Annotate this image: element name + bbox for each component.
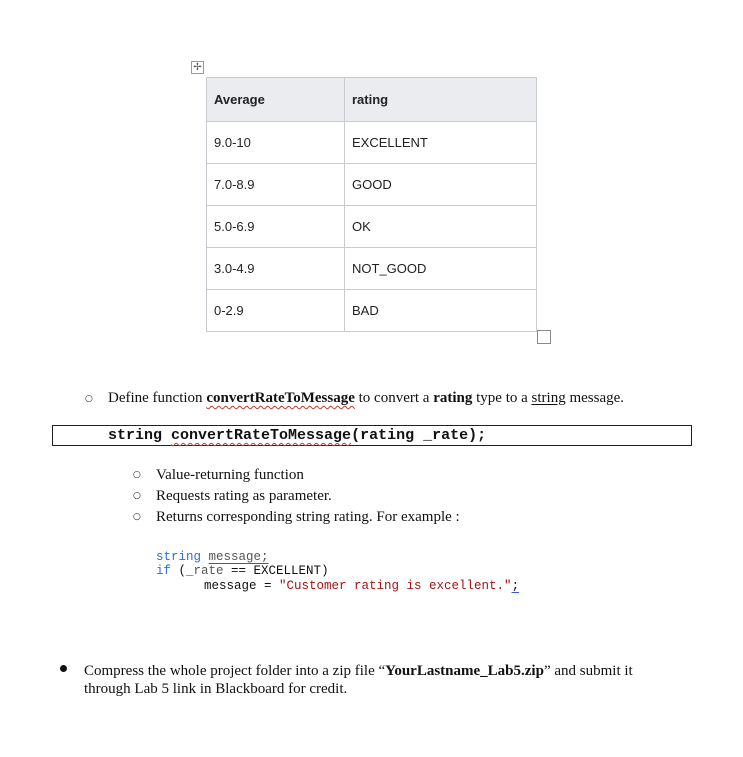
- final-prefix: Compress the whole project folder into a zip file “: [84, 663, 386, 679]
- bullet-dot-icon: [60, 665, 67, 672]
- table-cell-average: 3.0-4.9: [207, 248, 345, 290]
- define-underlined-word: string: [531, 390, 566, 406]
- table-row: [207, 248, 537, 290]
- signature-params: (rating _rate);: [351, 427, 487, 444]
- table-move-handle-icon[interactable]: ✢: [191, 61, 204, 74]
- code-keyword: if: [156, 564, 172, 578]
- define-function-line: [108, 390, 624, 407]
- code-open: (: [171, 564, 187, 578]
- signature-type: string: [108, 427, 163, 444]
- table-row: [207, 122, 537, 164]
- sub-item: Requests rating as parameter.: [156, 488, 332, 504]
- hollow-bullet-icon: ○: [133, 491, 141, 501]
- table-cell-average: 5.0-6.9: [207, 206, 345, 248]
- table-cell-average: 0-2.9: [207, 290, 345, 332]
- define-func-name: convertRateToMessage: [206, 390, 355, 406]
- table-header-rating: rating: [345, 78, 537, 122]
- final-suffix: ” and submit it: [543, 663, 633, 679]
- function-signature-box: [52, 425, 692, 446]
- define-prefix: Define function: [108, 390, 207, 406]
- code-string: "Customer rating is excellent.": [279, 579, 512, 593]
- table-cell-rating: GOOD: [345, 164, 537, 206]
- signature-name: convertRateToMessage: [171, 427, 352, 444]
- table-cell-rating: EXCELLENT: [345, 122, 537, 164]
- define-mid1: to convert a: [354, 390, 434, 406]
- table-cell-rating: NOT_GOOD: [345, 248, 537, 290]
- table-cell-rating: BAD: [345, 290, 537, 332]
- define-mid2: type to a: [472, 390, 532, 406]
- hollow-bullet-icon: ○: [133, 512, 141, 522]
- final-filename: YourLastname_Lab5.zip: [385, 663, 544, 679]
- table-cell-average: 9.0-10: [207, 122, 345, 164]
- table-row: [207, 164, 537, 206]
- rating-table: [206, 77, 537, 332]
- code-var: message;: [208, 550, 269, 564]
- code-lhs: message =: [204, 579, 280, 593]
- code-line-1: [156, 550, 269, 565]
- code-line-2: [156, 564, 329, 579]
- code-param: _rate: [186, 564, 224, 578]
- table-cell-rating: OK: [345, 206, 537, 248]
- code-line-3: [204, 579, 519, 594]
- table-row: [207, 290, 537, 332]
- table-header-row: [207, 78, 537, 122]
- code-rest: == EXCELLENT): [223, 564, 329, 578]
- define-bold-word: rating: [433, 390, 473, 406]
- code-end: ;: [511, 579, 520, 593]
- table-resize-handle-icon[interactable]: [537, 330, 551, 344]
- code-type: string: [156, 550, 202, 564]
- final-bullet-line-2: through Lab 5 link in Blackboard for credit.: [84, 681, 348, 697]
- sub-item: Value-returning function: [156, 467, 304, 483]
- hollow-bullet-icon: ○: [133, 470, 141, 480]
- final-bullet-line-1: [84, 663, 633, 680]
- table-cell-average: 7.0-8.9: [207, 164, 345, 206]
- table-row: [207, 206, 537, 248]
- hollow-bullet-icon: ○: [85, 394, 93, 404]
- sub-item: Returns corresponding string rating. For example :: [156, 509, 460, 525]
- define-suffix: message.: [565, 390, 625, 406]
- table-header-average: Average: [207, 78, 345, 122]
